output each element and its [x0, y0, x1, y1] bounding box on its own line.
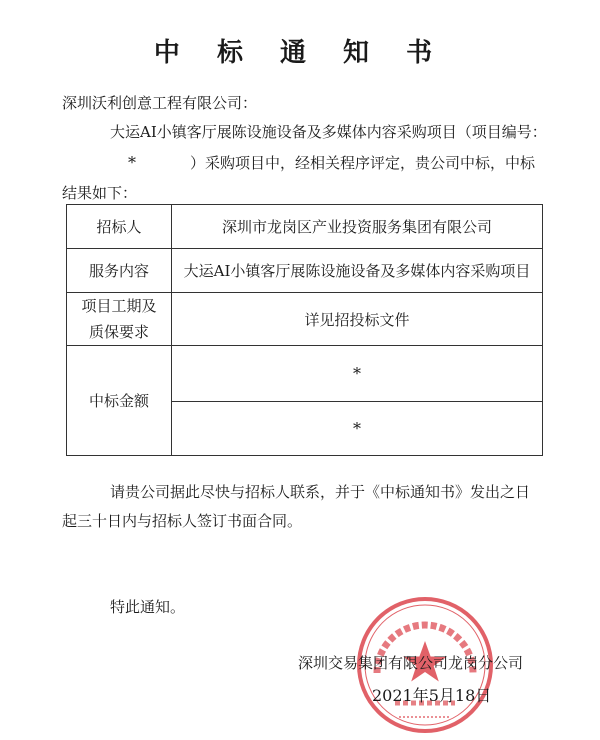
table-row — [67, 293, 543, 346]
amount-label: 中标金额 — [67, 346, 172, 456]
notice-text: 特此通知。 — [110, 598, 186, 616]
addressee: 深圳沃利创意工程有限公司： — [62, 94, 258, 112]
service-label: 服务内容 — [67, 249, 172, 293]
closing-line-1: 请贵公司据此尽快与招标人联系，并于《中标通知书》发出之日 — [110, 483, 531, 501]
duration-label — [67, 293, 172, 346]
project-number-mask: * — [128, 153, 136, 172]
tenderer-value: 深圳市龙岗区产业投资服务集团有限公司 — [172, 205, 543, 249]
document-title: 中 标 通 知 书 — [153, 38, 447, 68]
body-line-3: 结果如下： — [62, 184, 138, 202]
service-value: 大运AI小镇客厅展陈设施设备及多媒体内容采购项目 — [172, 249, 543, 293]
amount-value-1: * — [172, 346, 543, 402]
duration-label-line1: 项目工期及 — [81, 297, 157, 315]
issuer-name: 深圳交易集团有限公司龙岗分公司 — [298, 654, 524, 672]
table-row — [67, 346, 543, 402]
table-row — [67, 205, 543, 249]
tenderer-label: 招标人 — [67, 205, 172, 249]
issue-date: 2021年5月18日 — [372, 686, 492, 705]
duration-label-line2: 质保要求 — [88, 323, 149, 341]
amount-value-2: * — [172, 402, 543, 456]
duration-value: 详见招投标文件 — [172, 293, 543, 346]
award-table — [66, 204, 543, 456]
body-line-2: ）采购项目中，经相关程序评定，贵公司中标，中标 — [190, 154, 536, 172]
closing-line-2: 起三十日内与招标人签订书面合同。 — [62, 512, 303, 530]
body-line-1: 大运AI小镇客厅展陈设施设备及多媒体内容采购项目（项目编号： — [110, 123, 547, 141]
table-row — [67, 249, 543, 293]
